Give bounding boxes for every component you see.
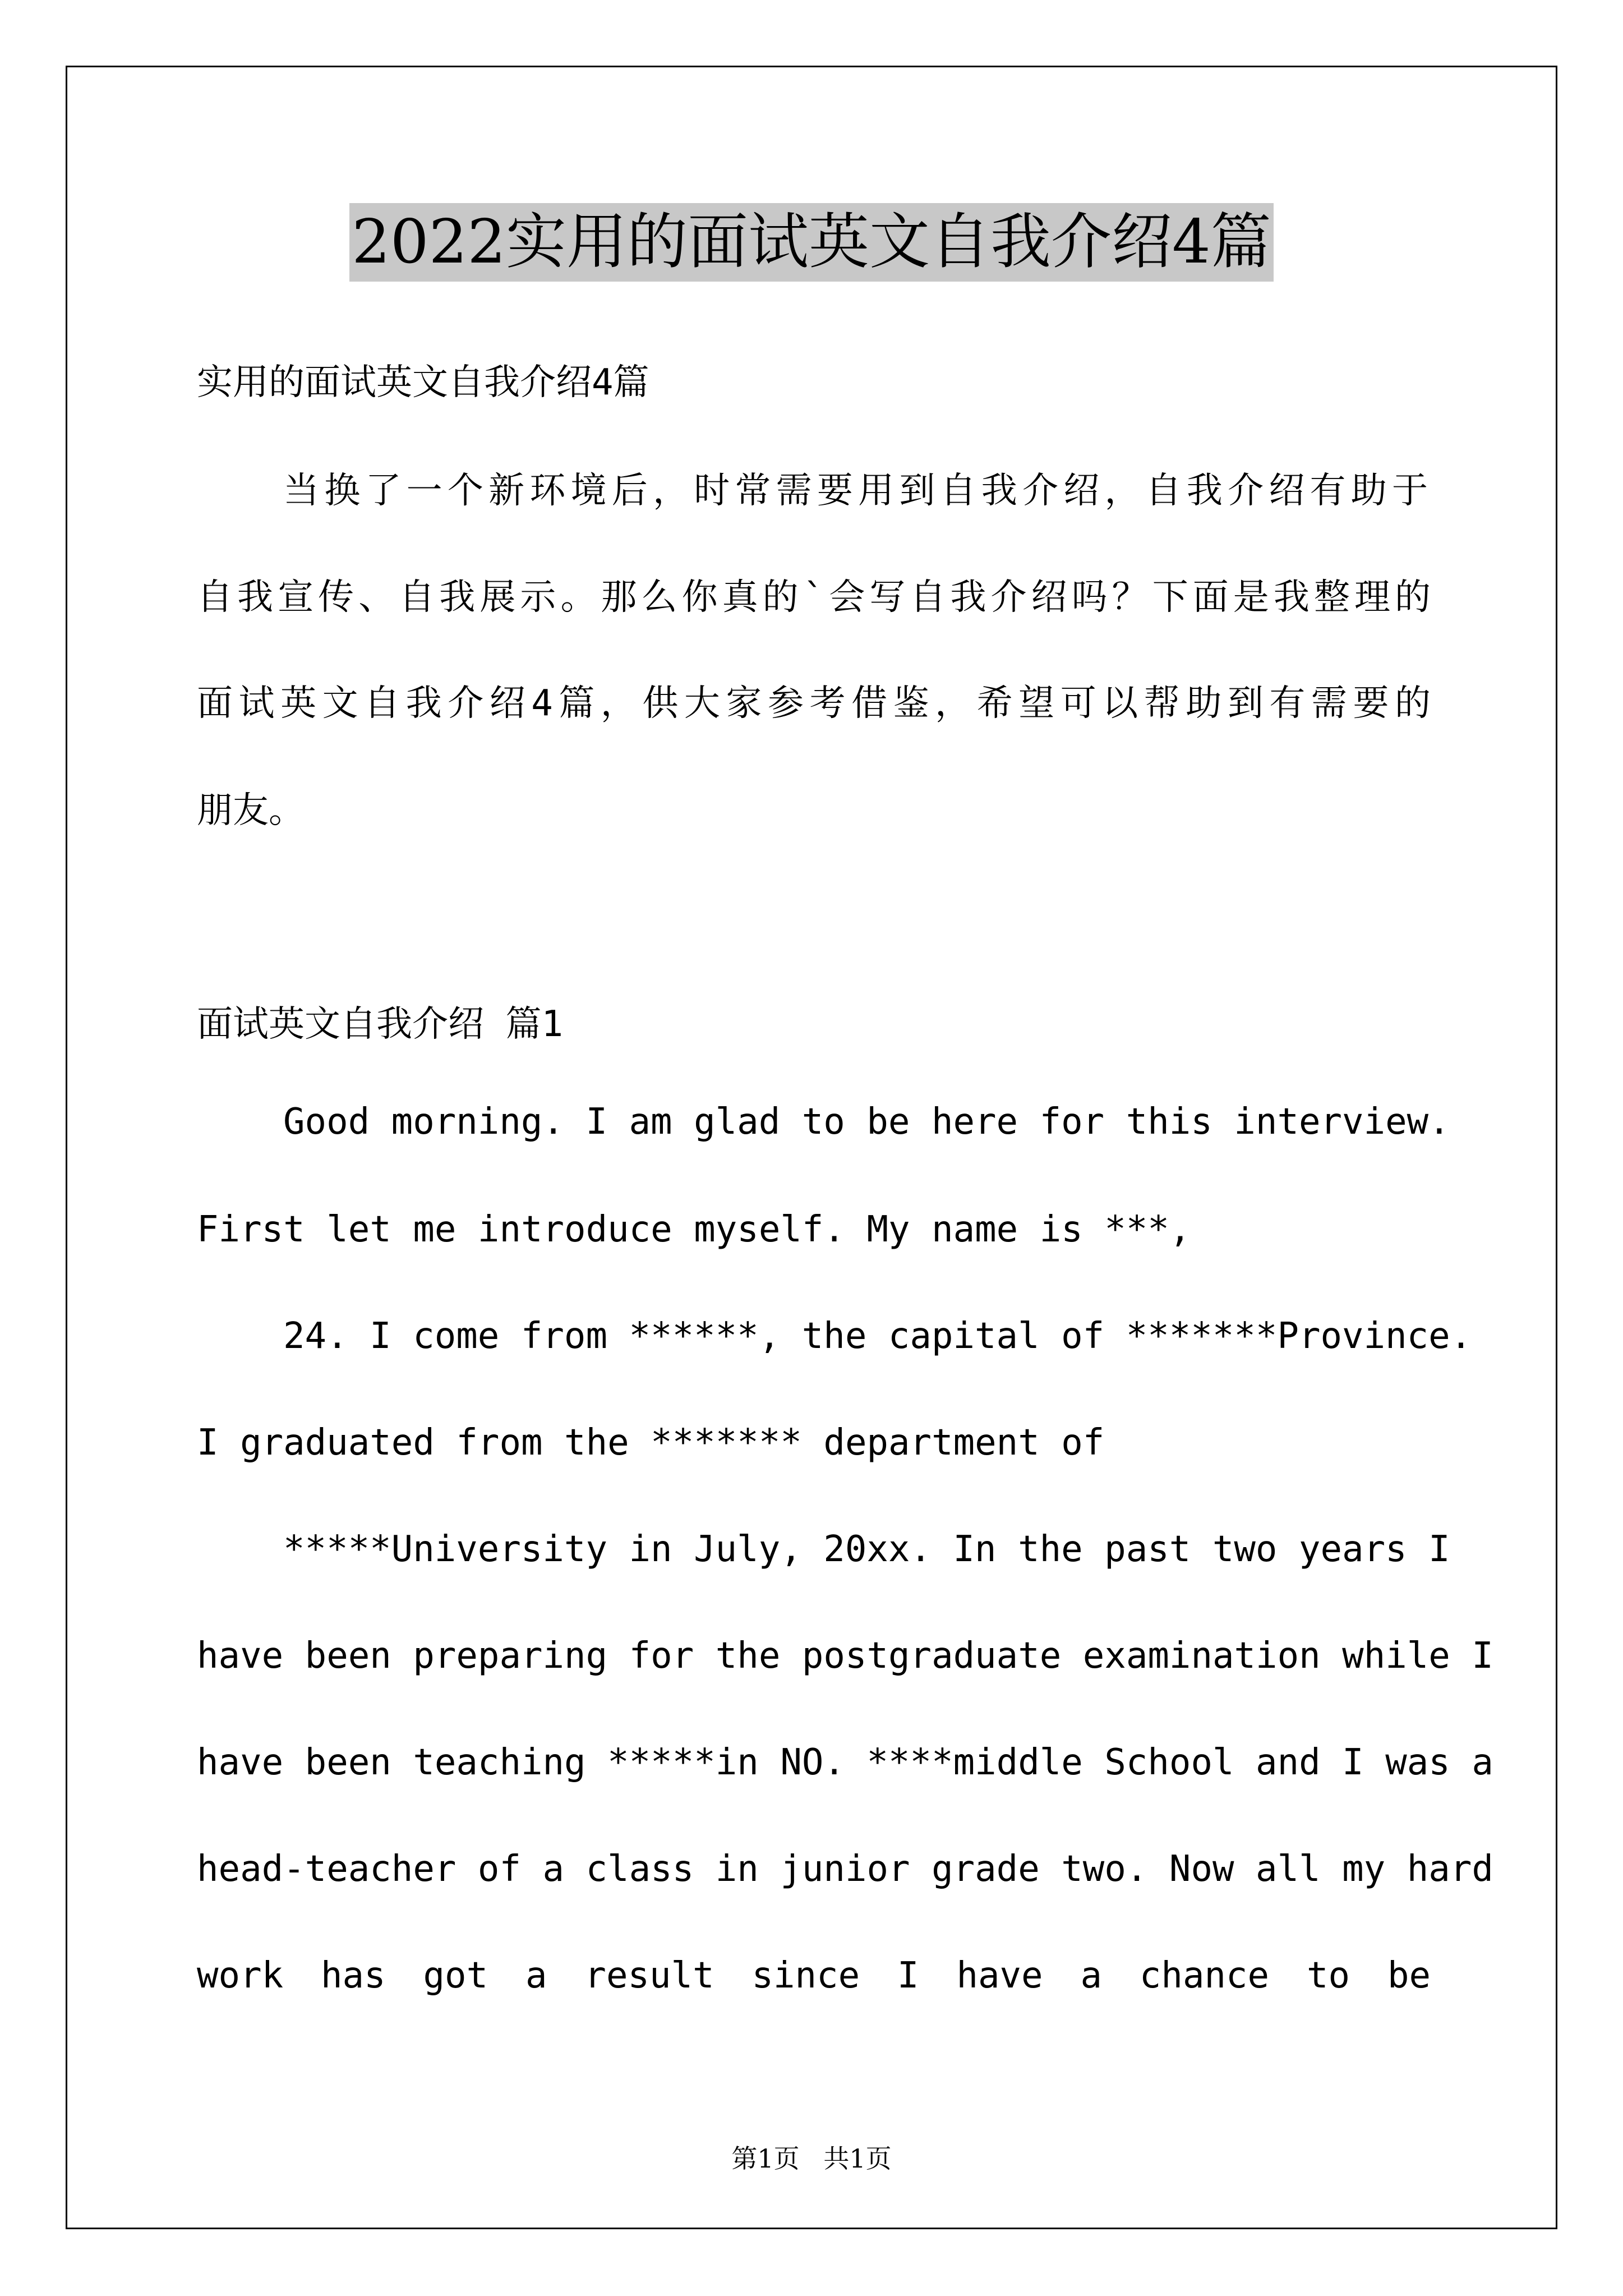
body-line-2: First let me introduce myself. My name is ***, [197,1209,1191,1250]
body-line-9: work has got a result since I have a chance to be [197,1955,1431,1996]
page-footer [0,2138,1623,2175]
title-container [0,203,1623,282]
page-total: 共1页 [823,2143,892,2174]
body-line-8: head-teacher of a class in junior grade two. Now all my hard [197,1848,1493,1890]
body-line-6: have been preparing for the postgraduate examination while I [197,1635,1493,1677]
intro-line-3: 面试英文自我介绍4篇，供大家参考借鉴，希望可以帮助到有需要的 [197,683,1431,724]
body-line-1: Good morning. I am glad to be here for this interview. [283,1101,1450,1143]
section-heading: 面试英文自我介绍 篇1 [197,1004,564,1045]
intro-line-4: 朋友。 [197,790,305,831]
body-line-3: 24. I come from ******, the capital of *******Province. [283,1315,1472,1357]
body-line-5: *****University in July, 20xx. In the past two years I [283,1529,1450,1570]
page-number: 第1页 [731,2143,800,2174]
body-line-4: I graduated from the ******* department of [197,1422,1105,1464]
document-subtitle: 实用的面试英文自我介绍4篇 [197,362,649,403]
document-title: 2022实用的面试英文自我介绍4篇 [349,203,1274,282]
body-line-7: have been teaching *****in NO. ****middle School and I was a [197,1742,1493,1783]
intro-line-1: 当换了一个新环境后，时常需要用到自我介绍，自我介绍有助于 [283,470,1428,512]
intro-line-2: 自我宣传、自我展示。那么你真的`会写自我介绍吗？下面是我整理的 [197,577,1431,618]
